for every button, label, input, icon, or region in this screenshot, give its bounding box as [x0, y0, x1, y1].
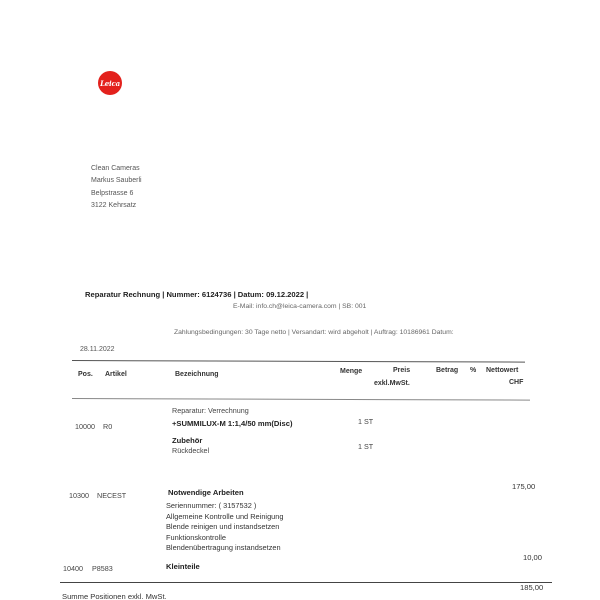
row-pos: 10000 — [75, 422, 95, 431]
col-percent: % — [470, 367, 477, 374]
repair-note: Reparatur: Verrechnung — [172, 406, 249, 415]
work-details — [166, 501, 284, 554]
row-artikel: R0 — [103, 422, 113, 431]
col-bezeichnung: Bezeichnung — [175, 371, 219, 378]
row-title: Kleinteile — [166, 562, 200, 571]
row-artikel: NECEST — [97, 491, 127, 500]
work-detail-line: Funktionskontrolle — [166, 532, 226, 542]
row-title: Notwendige Arbeiten — [168, 488, 244, 497]
address-line: 3122 Kehrsatz — [91, 201, 137, 209]
summary-total: 185,00 — [520, 583, 544, 592]
col-nettowert: Nettowert — [486, 367, 519, 374]
col-menge: Menge — [340, 368, 363, 375]
col-betrag: Betrag — [436, 367, 459, 374]
accessory-heading: Zubehör — [172, 436, 203, 445]
product-name: +SUMMILUX-M 1:1,4/50 mm(Disc) — [172, 419, 293, 428]
payment-terms: Zahlungsbedingungen: 30 Tage netto | Versandart: wird abgeholt | Auftrag: 10186961 Datum: — [174, 329, 454, 336]
col-artikel: Artikel — [105, 371, 127, 378]
work-detail-line: Allgemeine Kontrolle und Reinigung — [166, 511, 284, 521]
row-pos: 10400 — [63, 564, 83, 573]
col-pos: Pos. — [78, 371, 93, 378]
row-artikel: P8583 — [92, 564, 113, 573]
recipient-address — [91, 163, 142, 212]
table-header-rule — [72, 398, 530, 401]
col-currency: CHF — [509, 379, 524, 386]
summary-label: Summe Positionen exkl. MwSt. — [62, 592, 167, 600]
row-pos: 10300 — [69, 491, 89, 500]
product-qty: 1 ST — [358, 417, 374, 426]
row-amount: 10,00 — [523, 553, 543, 562]
col-preis: Preis — [393, 367, 411, 374]
address-line: Clean Cameras — [91, 165, 140, 172]
address-line: Belpstrasse 6 — [91, 189, 134, 197]
order-date: 28.11.2022 — [80, 346, 115, 353]
accessory-name: Rückdeckel — [172, 446, 210, 455]
work-detail-line: Blendenübertragung instandsetzen — [166, 543, 281, 553]
address-line: Markus Sauberli — [91, 177, 142, 185]
work-detail-line: Blende reinigen und instandsetzen — [166, 522, 280, 532]
logo-text: Leica — [100, 78, 120, 88]
work-detail-line: Seriennummer: ( 3157532 ) — [166, 501, 257, 510]
summary-rule — [60, 582, 552, 583]
accessory-qty: 1 ST — [358, 442, 374, 451]
invoice-title: Reparatur Rechnung | Nummer: 6124736 | Datum: 09.12.2022 | — [85, 290, 309, 299]
leica-logo — [98, 71, 122, 95]
contact-line: E-Mail: info.ch@leica-camera.com | SB: 001 — [233, 303, 367, 310]
col-preis-sub: exkl.MwSt. — [374, 380, 410, 387]
row-amount: 175,00 — [512, 482, 536, 491]
table-top-rule — [72, 360, 525, 363]
